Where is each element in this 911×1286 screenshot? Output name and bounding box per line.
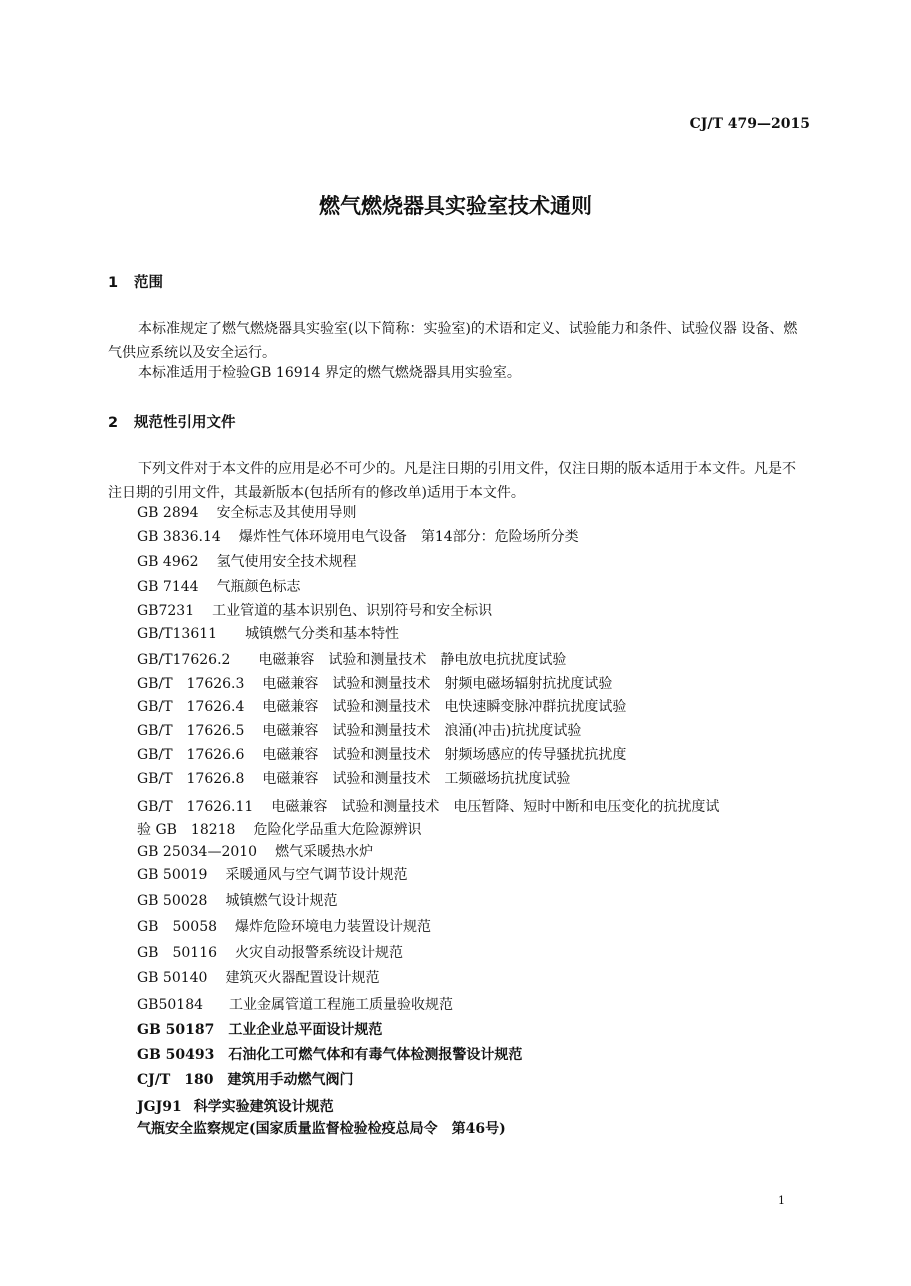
reference-title: 气瓶安全监察规定(国家质量监督检验检疫总局令 第46号): [137, 1121, 506, 1137]
standard-number: CJ/T 479—2015: [689, 116, 810, 132]
reference-title: 气瓶颜色标志: [216, 579, 301, 595]
paragraph-text: 本标准规定了燃气燃烧器具实验室(以下简称：实验室)的术语和定义、试验能力和条件、试验仪器 设备、燃气供应系统以及安全运行。: [108, 321, 798, 361]
reference-item: [137, 600, 492, 620]
reference-title: 建筑灭火器配置设计规范: [225, 970, 380, 986]
page-number: 1: [778, 1194, 785, 1207]
reference-item: [137, 576, 301, 596]
reference-title: 燃气采暖热水炉: [275, 844, 374, 860]
reference-item: [137, 1019, 382, 1039]
reference-code: GB 50058: [137, 919, 218, 935]
reference-title: 工业金属管道工程施工质量验收规范: [229, 997, 454, 1013]
reference-title: 电磁兼容 试验和测量技术 射频场感应的传导骚扰抗扰度: [262, 747, 627, 763]
reference-item: [137, 942, 403, 962]
reference-code: GB 2894: [137, 505, 199, 521]
reference-title: 石油化工可燃气体和有毒气体检测报警设计规范: [228, 1047, 523, 1063]
reference-title: 电磁兼容 试验和测量技术 静电放电抗扰度试验: [258, 652, 567, 668]
reference-code: GB 7144: [137, 579, 199, 595]
reference-item: [137, 1096, 334, 1116]
reference-code: GB/T 17626.4: [137, 699, 245, 715]
reference-code: GB 50019: [137, 867, 208, 883]
reference-item: [137, 502, 357, 522]
reference-code: GB/T 17626.6: [137, 747, 245, 763]
document-title: 燃气燃烧器具实验室技术通则: [319, 194, 592, 218]
reference-title: 城镇燃气分类和基本特性: [245, 626, 400, 642]
scope-paragraph-2: [108, 361, 808, 385]
reference-title: 安全标志及其使用导则: [216, 505, 357, 521]
reference-title: 电磁兼容 试验和测量技术 浪涌(冲击)抗扰度试验: [262, 723, 582, 739]
reference-item: [137, 649, 566, 669]
section-heading-normative-references: [108, 411, 236, 432]
reference-item: [137, 967, 379, 987]
reference-title: 氢气使用安全技术规程: [216, 554, 357, 570]
reference-item: [137, 890, 337, 910]
reference-title: 建筑用手动燃气阀门: [227, 1072, 354, 1088]
paragraph-text: 下列文件对于本文件的应用是必不可少的。凡是注日期的引用文件，仅注日期的版本适用于本文件。凡是不注日期的引用文件，其最新版本(包括所有的修改单)适用于本文件。: [108, 461, 796, 501]
section-title: 范围: [134, 275, 163, 291]
reference-code: GB7231: [137, 603, 195, 619]
reference-item: [137, 526, 579, 546]
reference-title: 城镇燃气设计规范: [225, 893, 338, 909]
section-number: 2: [108, 415, 119, 431]
reference-item: [137, 696, 626, 716]
reference-code: GB 50493: [137, 1047, 215, 1063]
reference-code: GB/T 17626.8: [137, 771, 245, 787]
reference-item: [137, 768, 570, 788]
reference-title: 电磁兼容 试验和测量技术 电压暂降、短时中断和电压变化的抗扰度试: [271, 799, 720, 815]
reference-item: [137, 916, 431, 936]
reference-code: GB 3836.14: [137, 529, 221, 545]
reference-code: GB 25034—2010: [137, 844, 258, 860]
reference-item: [137, 1118, 506, 1138]
reference-item: [137, 673, 612, 693]
reference-item: [137, 551, 357, 571]
reference-code: 验 GB 18218: [137, 822, 236, 838]
section-heading-scope: [108, 271, 163, 292]
reference-item: [137, 623, 399, 643]
reference-code: GB/T13611: [137, 626, 218, 642]
reference-code: GB/T 17626.3: [137, 676, 245, 692]
reference-title: 火灾自动报警系统设计规范: [235, 945, 404, 961]
reference-title: 采暖通风与空气调节设计规范: [225, 867, 408, 883]
reference-title: 科学实验建筑设计规范: [193, 1099, 334, 1115]
section-title: 规范性引用文件: [134, 415, 236, 431]
reference-item: [137, 864, 407, 884]
reference-item: [137, 841, 373, 861]
reference-title: 电磁兼容 试验和测量技术 射频电磁场辐射抗扰度试验: [262, 676, 613, 692]
reference-code: GB 50140: [137, 970, 208, 986]
reference-code: GB/T 17626.11: [137, 799, 254, 815]
paragraph-text: 本标准适用于检验GB 16914 界定的燃气燃烧器具用实验室。: [138, 365, 521, 381]
reference-code: GB50184: [137, 997, 204, 1013]
reference-item: [137, 796, 719, 816]
reference-code: JGJ91: [137, 1099, 182, 1115]
reference-title: 电磁兼容 试验和测量技术 电快速瞬变脉冲群抗扰度试验: [262, 699, 627, 715]
reference-item: [137, 1069, 354, 1089]
reference-title: 工业管道的基本识别色、识别符号和安全标识: [212, 603, 493, 619]
reference-title: 爆炸危险环境电力装置设计规范: [235, 919, 432, 935]
reference-title: 电磁兼容 试验和测量技术 工频磁场抗扰度试验: [262, 771, 571, 787]
section-number: 1: [108, 275, 119, 291]
reference-code: GB 50187: [137, 1022, 215, 1038]
reference-title: 爆炸性气体环境用电气设备 第14部分：危险场所分类: [238, 529, 579, 545]
reference-code: CJ/T 180: [137, 1072, 214, 1088]
reference-code: GB 50028: [137, 893, 208, 909]
scope-paragraph-1: [108, 317, 808, 365]
reference-code: GB/T17626.2: [137, 652, 231, 668]
reference-code: GB 50116: [137, 945, 218, 961]
reference-item: [137, 819, 421, 839]
references-intro-paragraph: [108, 457, 808, 505]
reference-item: [137, 994, 453, 1014]
reference-item: [137, 1044, 522, 1064]
reference-title: 工业企业总平面设计规范: [228, 1022, 383, 1038]
reference-code: GB/T 17626.5: [137, 723, 245, 739]
reference-item: [137, 744, 626, 764]
reference-item: [137, 720, 581, 740]
reference-code: GB 4962: [137, 554, 199, 570]
reference-title: 危险化学品重大危险源辨识: [253, 822, 422, 838]
